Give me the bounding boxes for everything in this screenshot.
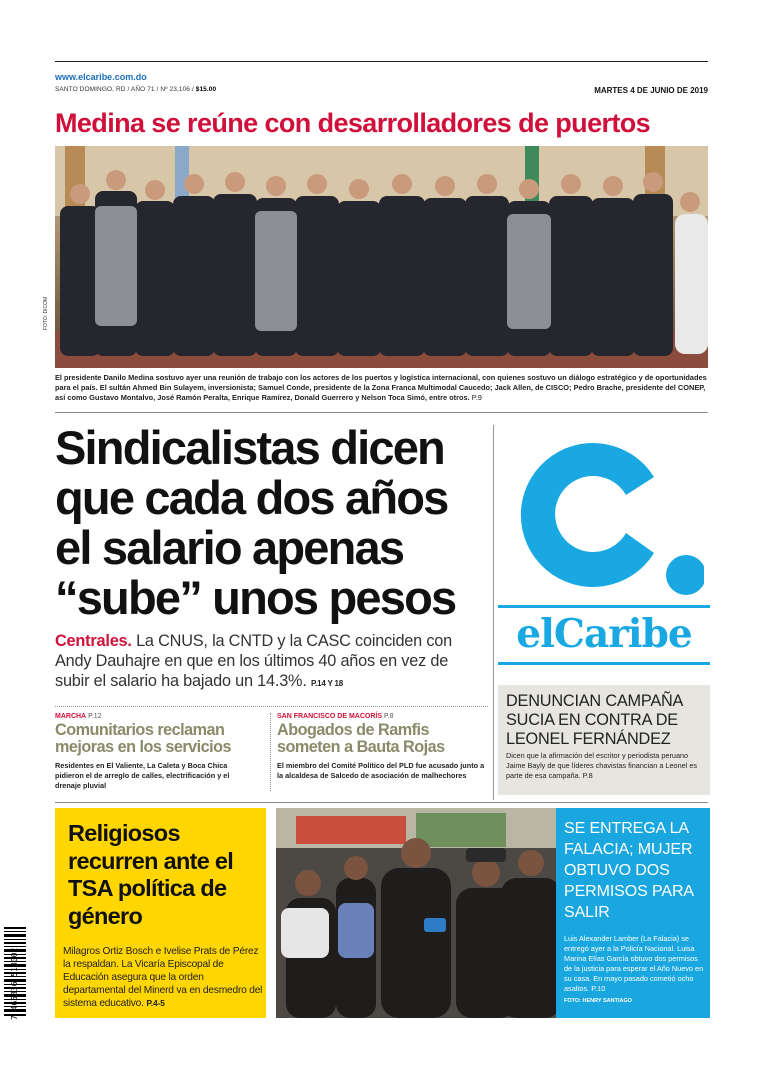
sub-left-title: Comunitarios reclaman mejoras en los servicios bbox=[55, 721, 232, 756]
blue-story-title: SE ENTREGA LA FALACIA; MUJER OBTUVO DOS PERMISOS PARA SALIR bbox=[564, 820, 694, 921]
logo-bar-top bbox=[498, 605, 710, 608]
lead-headline-line: que cada dos años bbox=[55, 471, 448, 524]
sub-right-kicker: SAN FRANCISCO DE MACORÍS P.8 bbox=[277, 713, 394, 720]
price: $15.00 bbox=[195, 86, 217, 93]
lead-headline-line: Sindicalistas dicen bbox=[55, 421, 444, 474]
photo-credit: FOTO: DICOM bbox=[43, 296, 49, 330]
blue-story-text: Luis Alexander Lamber (La Falacia) se entregó ayer a la Policía Nacional. Luisa Marina Elías García obtuvo dos permisos de la justicia para esperar el Año Nuevo en su casa. En mayo pasado cometió ocho asaltos. P.10 bbox=[564, 934, 704, 993]
sub-story-left[interactable] bbox=[55, 713, 255, 791]
lead-summary: Centrales. La CNUS, la CNTD y la CASC coinciden con Andy Dauhajre en que en los últimos 40 años en vez de subir el salario ha bajado un 14.3%. P.14 Y 18 bbox=[55, 632, 452, 690]
logo-bar-bottom bbox=[498, 662, 710, 665]
dotted-divider bbox=[55, 706, 488, 707]
side-story[interactable] bbox=[498, 685, 710, 795]
side-story-text: Dicen que la afirmación del escritor y periodista peruano Jaime Bayly de que líderes chavistas financian a Leonel es parte de esa campaña. P.8 bbox=[506, 751, 698, 780]
sub-left-text: Residentes en El Valiente, La Caleta y Boca Chica pidieron el de arreglo de calles, electrificación y el drenaje pluvial bbox=[55, 761, 230, 790]
blue-story[interactable] bbox=[556, 808, 710, 1018]
sub-left-kicker: MARCHA P.12 bbox=[55, 713, 102, 720]
sub-divider bbox=[270, 713, 272, 791]
section-divider-bottom bbox=[55, 802, 708, 803]
yellow-story[interactable] bbox=[55, 808, 266, 1018]
crowd-photo-illustration bbox=[276, 808, 561, 1018]
lead-keyword: Centrales. bbox=[55, 632, 132, 650]
group-photo-illustration bbox=[55, 146, 708, 368]
sub-right-text: El miembro del Comité Político del PLD fue acusado junto a la alcaldesa de Salcedo de asociación de malhechores bbox=[277, 761, 485, 780]
section-divider bbox=[55, 412, 708, 413]
arrest-photo[interactable] bbox=[276, 808, 561, 1018]
sub-story-right[interactable] bbox=[277, 713, 487, 781]
blue-photo-credit: FOTO: HENRY SANTIAGO bbox=[564, 998, 633, 1004]
yellow-story-text: Milagros Ortiz Bosch e Ivelise Prats de Pérez la respaldan. La Vicaría Episcopal de Educación asegura que la orden departamental del Minerd va en desmedro del sistema educativo. P.4-5 bbox=[63, 946, 263, 1009]
lead-pages: P.14 Y 18 bbox=[311, 679, 344, 688]
elcaribe-logo[interactable] bbox=[498, 425, 710, 680]
yellow-story-title: Religiosos recurren ante el TSA política de género bbox=[68, 820, 234, 929]
side-story-title: DENUNCIAN CAMPAÑA SUCIA EN CONTRA DE LEONEL FERNÁNDEZ bbox=[506, 692, 683, 748]
issue-meta: SANTO DOMINGO, RD / AÑO 71 / Nº 23,106 / $15.00 bbox=[55, 86, 217, 93]
issue-date: MARTES 4 DE JUNIO DE 2019 bbox=[594, 86, 708, 95]
lead-headline[interactable] bbox=[55, 423, 485, 623]
caption-page: P.9 bbox=[471, 393, 482, 402]
sub-right-title: Abogados de Ramfis someten a Bauta Rojas bbox=[277, 721, 445, 756]
yellow-pages: P.4-5 bbox=[146, 998, 165, 1008]
logo-c-icon bbox=[504, 425, 704, 600]
barcode-number: 7 465336 518002 bbox=[10, 947, 19, 1020]
top-rule bbox=[55, 61, 708, 62]
site-url-link[interactable]: www.elcaribe.com.do bbox=[55, 72, 147, 82]
column-divider bbox=[493, 425, 494, 800]
top-story-photo[interactable] bbox=[55, 146, 708, 368]
photo-caption: El presidente Danilo Medina sostuvo ayer una reunión de trabajo con los actores de los puertos y logística internacional, con quienes sostuvo un diálogo estratégico y de oportunidades para el país. El sultán Ahmed Bin Sulayem, inversionista; Samuel Conde, presidente de la Zona Franca Multimodal Caucedo; Jack Allen, de CISCO; Pedro Brache, presidente del CONEP, así como Gustavo Montalvo, José Ramón Peralta, Enrique Ramírez, Donald Guerrero y Nelson Toca Simó, entre otros. P.9 bbox=[55, 373, 707, 402]
lead-headline-line: “sube” unos pesos bbox=[55, 571, 456, 624]
top-headline[interactable]: Medina se reúne con desarrolladores de puertos bbox=[55, 108, 651, 138]
lead-headline-line: el salario apenas bbox=[55, 521, 404, 574]
logo-wordmark: elCaribe bbox=[516, 611, 692, 657]
